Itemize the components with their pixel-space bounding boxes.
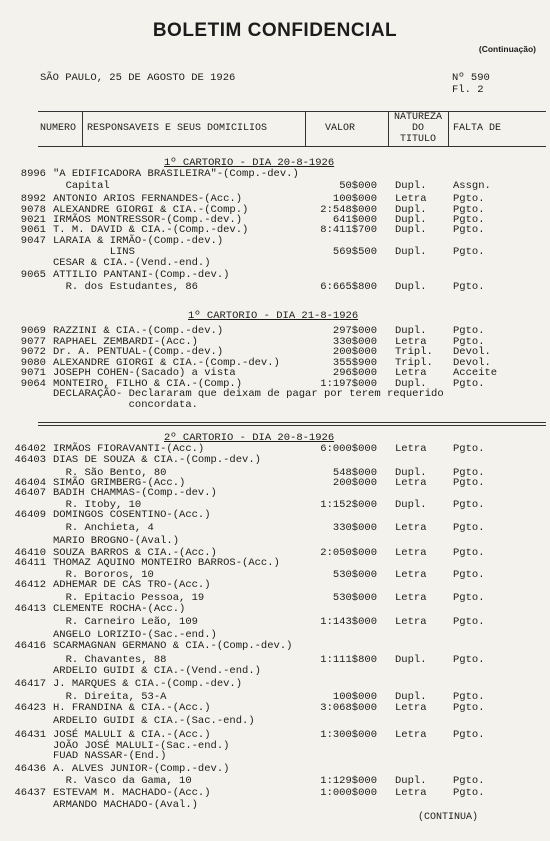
entry-desc: ARDELIO GUIDI & CIA.-(Sac.-end.) xyxy=(53,715,255,727)
entry-num: 46404 xyxy=(14,477,46,489)
entry-desc: ESTEVAM M. MACHADO-(Acc.) xyxy=(53,787,211,799)
entry-num: 9021 xyxy=(20,214,46,226)
entry-nat: Letra xyxy=(395,193,427,205)
entry-nat: Letra xyxy=(395,477,427,489)
entry-val: 3:068$000 xyxy=(320,702,377,714)
section-divider xyxy=(38,422,546,423)
entry-desc: ADHEMAR DE CAS TRO-(Acc.) xyxy=(53,579,211,591)
entry-desc: R. Chavantes, 88 xyxy=(53,654,167,666)
entry-falta: Pgto. xyxy=(453,499,485,511)
entry-num: 46431 xyxy=(14,729,46,741)
entry-falta: Pgto. xyxy=(453,204,485,216)
entry-desc: IRMÃOS MONTRESSOR-(Comp.-dev.) xyxy=(53,214,243,226)
entry-falta: Pgto. xyxy=(453,246,485,258)
entry-val: 200$000 xyxy=(332,477,377,489)
entry-nat: Dupl. xyxy=(395,246,427,258)
entry-desc: R. Anchieta, 4 xyxy=(53,522,154,534)
column-divider xyxy=(305,112,306,146)
entry-nat: Letra xyxy=(395,616,427,628)
entry-falta: Assgn. xyxy=(453,180,491,192)
table-header xyxy=(38,111,546,147)
entry-val: 355$900 xyxy=(332,357,377,369)
entry-falta: Pgto. xyxy=(453,336,485,348)
entry-val: 330$000 xyxy=(332,336,377,348)
entry-desc: R. Carneiro Leão, 109 xyxy=(53,616,198,628)
column-valor: VALOR xyxy=(325,123,356,134)
entry-nat: Dupl. xyxy=(395,775,427,787)
entry-nat: Dupl. xyxy=(395,654,427,666)
entry-falta: Pgto. xyxy=(453,547,485,559)
entry-nat: Dupl. xyxy=(395,325,427,337)
entry-desc: SOUZA BARROS & CIA.-(Acc.) xyxy=(53,547,217,559)
entry-val: 8:411$700 xyxy=(320,224,377,236)
entry-desc: DOMINGOS COSENTINO-(Acc.) xyxy=(53,509,211,521)
entry-desc: ANTONIO ARIOS FERNANDES-(Acc.) xyxy=(53,193,243,205)
entry-val: 2:548$000 xyxy=(320,204,377,216)
entry-nat: Dupl. xyxy=(395,214,427,226)
entry-desc: MONTEIRO, FILHO & CIA.-(Comp.) xyxy=(53,378,243,390)
entry-val: 1:111$800 xyxy=(320,654,377,666)
entry-nat: Dupl. xyxy=(395,691,427,703)
entry-desc: THOMAZ AQUINO MONTEIRO BARROS-(Acc.) xyxy=(53,557,280,569)
entry-val: 548$000 xyxy=(332,467,377,479)
section-heading: 2º CARTORIO - DIA 20-8-1926 xyxy=(164,432,335,444)
entry-desc: ALEXANDRE GIORGI & CIA.-(Comp.-dev.) xyxy=(53,357,280,369)
entry-desc: IRMÃOS FIORAVANTI-(Acc.) xyxy=(53,443,205,455)
entry-num: 46410 xyxy=(14,547,46,559)
entry-num: 46413 xyxy=(14,603,46,615)
entry-val: 100$000 xyxy=(332,691,377,703)
entry-nat: Letra xyxy=(395,569,427,581)
entry-val: 530$000 xyxy=(332,592,377,604)
entry-num: 9047 xyxy=(20,235,46,247)
entry-desc: MARIO BROGNO-(Aval.) xyxy=(53,535,180,547)
entry-nat: Dupl. xyxy=(395,499,427,511)
entry-desc: J. MARQUES & CIA.-(Comp.-dev.) xyxy=(53,678,243,690)
entry-falta: Acceite xyxy=(453,367,498,379)
entry-falta: Devol. xyxy=(453,346,491,358)
entry-desc: JOÃO JOSÉ MALULI-(Sac.-end.) xyxy=(53,740,230,752)
entry-falta: Pgto. xyxy=(453,214,485,226)
entry-desc: FUAD NASSAR-(End.) xyxy=(53,750,167,762)
entry-desc: RAPHAEL ZEMBARDI-(Acc.) xyxy=(53,336,198,348)
entry-nat: Dupl. xyxy=(395,281,427,293)
entry-falta: Pgto. xyxy=(453,193,485,205)
sheet-number: Fl. 2 xyxy=(452,84,484,96)
entry-val: 50$000 xyxy=(339,180,377,192)
entry-falta: Pgto. xyxy=(453,787,485,799)
entry-nat: Letra xyxy=(395,547,427,559)
entry-nat: Letra xyxy=(395,367,427,379)
entry-desc: R. Bororos, 10 xyxy=(53,569,154,581)
entry-num: 9065 xyxy=(20,269,46,281)
entry-num: 9077 xyxy=(20,336,46,348)
entry-num: 46423 xyxy=(14,702,46,714)
entry-desc: R. São Bento, 80 xyxy=(53,467,167,479)
section-heading: 1º CARTORIO - DIA 20-8-1926 xyxy=(164,157,335,169)
entry-falta: Pgto. xyxy=(453,224,485,236)
column-responsaveis: RESPONSAVEIS E SEUS DOMICILIOS xyxy=(87,123,268,134)
entry-desc: Dr. A. PENTUAL-(Comp.-dev.) xyxy=(53,346,224,358)
column-falta: FALTA DE xyxy=(453,123,502,134)
entry-desc: DIAS DE SOUZA & CIA.-(Comp.-dev.) xyxy=(53,454,261,466)
entry-num: 46402 xyxy=(14,443,46,455)
entry-desc: "A EDIFICADORA BRASILEIRA"-(Comp.-dev.) xyxy=(53,168,299,180)
entry-nat: Tripl. xyxy=(395,346,433,358)
entry-num: 9071 xyxy=(20,367,46,379)
entry-desc: SCARMAGNAN GERMANO & CIA.-(Comp.-dev.) xyxy=(53,640,293,652)
entry-falta: Pgto. xyxy=(453,477,485,489)
entry-val: 200$000 xyxy=(332,346,377,358)
entry-num: 9080 xyxy=(20,357,46,369)
entry-falta: Pgto. xyxy=(453,467,485,479)
entry-nat: Dupl. xyxy=(395,467,427,479)
entry-val: 6:665$800 xyxy=(320,281,377,293)
entry-desc: SIMÃO GRIMBERG-(Acc.) xyxy=(53,477,186,489)
entry-desc: R. dos Estudantes, 86 xyxy=(53,281,198,293)
entry-val: 569$500 xyxy=(332,246,377,258)
entry-nat: Dupl. xyxy=(395,180,427,192)
entry-falta: Pgto. xyxy=(453,592,485,604)
document-title: BOLETIM CONFIDENCIAL xyxy=(152,20,398,41)
entry-desc: ARMANDO MACHADO-(Aval.) xyxy=(53,799,198,811)
entry-num: 46403 xyxy=(14,454,46,466)
continua-label: (CONTINUA) xyxy=(418,812,479,823)
entry-nat: Letra xyxy=(395,336,427,348)
entry-desc: R. Itoby, 10 xyxy=(53,499,142,511)
entry-num: 46407 xyxy=(14,487,46,499)
entry-falta: Pgto. xyxy=(453,443,485,455)
column-divider xyxy=(82,112,83,146)
entry-num: 46411 xyxy=(14,557,46,569)
bulletin-number: Nº 590 xyxy=(452,72,490,84)
column-natureza-2: DO xyxy=(411,123,424,134)
entry-val: 1:143$000 xyxy=(320,616,377,628)
entry-desc: ARDELIO GUIDI & CIA.-(Vend.-end.) xyxy=(53,665,261,677)
place-date: SÃO PAULO, 25 DE AGOSTO DE 1926 xyxy=(40,72,236,84)
section-divider xyxy=(38,425,546,426)
entry-desc: LINS xyxy=(53,246,135,258)
entry-desc: RAZZINI & CIA.-(Comp.-dev.) xyxy=(53,325,224,337)
entry-val: 1:129$000 xyxy=(320,775,377,787)
entry-falta: Pgto. xyxy=(453,281,485,293)
entry-falta: Pgto. xyxy=(453,729,485,741)
entry-num: 9069 xyxy=(20,325,46,337)
column-natureza-3: TITULO xyxy=(399,134,436,145)
entry-nat: Tripl. xyxy=(395,357,433,369)
entry-desc: BADIH CHAMMAS-(Comp.-dev.) xyxy=(53,487,217,499)
entry-nat: Dupl. xyxy=(395,204,427,216)
entry-desc: H. FRANDINA & CIA.-(Acc.) xyxy=(53,702,211,714)
entry-desc: Capital xyxy=(53,180,110,192)
entry-desc: ALEXANDRE GIORGI & CIA.-(Comp.) xyxy=(53,204,249,216)
entry-desc: ATTILIO PANTANI-(Comp.-dev.) xyxy=(53,269,230,281)
entry-nat: Letra xyxy=(395,443,427,455)
entry-nat: Letra xyxy=(395,729,427,741)
entry-desc: concordata. xyxy=(53,399,198,411)
entry-num: 9078 xyxy=(20,204,46,216)
entry-falta: Pgto. xyxy=(453,325,485,337)
entry-desc: ANGELO LORIZIO-(Sac.-end.) xyxy=(53,629,217,641)
entry-falta: Devol. xyxy=(453,357,491,369)
column-natureza-1: NATUREZA xyxy=(393,112,442,123)
entry-num: 9064 xyxy=(20,378,46,390)
entry-nat: Letra xyxy=(395,522,427,534)
entry-falta: Pgto. xyxy=(453,569,485,581)
entry-desc: R. Direita, 53-A xyxy=(53,691,167,703)
entry-num: 46417 xyxy=(14,678,46,690)
entry-desc: CESAR & CIA.-(Vend.-end.) xyxy=(53,257,211,269)
entry-nat: Letra xyxy=(395,702,427,714)
entry-desc: R. Vasco da Gama, 10 xyxy=(53,775,192,787)
entry-num: 46412 xyxy=(14,579,46,591)
column-divider xyxy=(448,112,449,146)
entry-val: 100$000 xyxy=(332,193,377,205)
entry-desc: CLEMENTE ROCHA-(Acc.) xyxy=(53,603,186,615)
entry-num: 8992 xyxy=(20,193,46,205)
entry-val: 297$000 xyxy=(332,325,377,337)
entry-nat: Dupl. xyxy=(395,378,427,390)
entry-falta: Pgto. xyxy=(453,522,485,534)
entry-desc: JOSEPH COHEN-(Sacado) a vista xyxy=(53,367,236,379)
column-numero: NUMERO xyxy=(40,123,77,134)
entry-falta: Pgto. xyxy=(453,616,485,628)
entry-val: 330$000 xyxy=(332,522,377,534)
entry-falta: Pgto. xyxy=(453,775,485,787)
entry-desc: JOSÉ MALULI & CIA.-(Acc.) xyxy=(53,729,211,741)
entry-val: 1:000$000 xyxy=(320,787,377,799)
entry-val: 6:000$000 xyxy=(320,443,377,455)
entry-num: 46437 xyxy=(14,787,46,799)
entry-val: 2:050$000 xyxy=(320,547,377,559)
entry-desc: T. M. DAVID & CIA.-(Comp.-dev.) xyxy=(53,224,249,236)
entry-desc: LARAIA & IRMÃO-(Comp.-dev.) xyxy=(53,235,224,247)
entry-desc: A. ALVES JUNIOR-(Comp.-dev.) xyxy=(53,763,230,775)
entry-nat: Letra xyxy=(395,592,427,604)
entry-num: 9061 xyxy=(20,224,46,236)
entry-num: 9072 xyxy=(20,346,46,358)
entry-nat: Letra xyxy=(395,787,427,799)
entry-falta: Pgto. xyxy=(453,378,485,390)
entry-falta: Pgto. xyxy=(453,702,485,714)
entry-val: 1:152$000 xyxy=(320,499,377,511)
entry-val: 296$000 xyxy=(332,367,377,379)
entry-nat: Dupl. xyxy=(395,224,427,236)
entry-val: 1:197$000 xyxy=(320,378,377,390)
entry-val: 530$000 xyxy=(332,569,377,581)
entry-val: 641$000 xyxy=(332,214,377,226)
entry-num: 46409 xyxy=(14,509,46,521)
section-heading: 1º CARTORIO - DIA 21-8-1926 xyxy=(188,310,359,322)
entry-desc: R. Epitacio Pessoa, 19 xyxy=(53,592,205,604)
continuation-label: (Continuação) xyxy=(478,44,536,54)
entry-num: 46416 xyxy=(14,640,46,652)
entry-num: 8996 xyxy=(20,168,46,180)
entry-desc: DECLARAÇÃO- Declararam que deixam de pagar por terem requerido xyxy=(53,388,444,400)
entry-falta: Pgto. xyxy=(453,654,485,666)
entry-val: 1:300$000 xyxy=(320,729,377,741)
entry-falta: Pgto. xyxy=(453,691,485,703)
entry-num: 46436 xyxy=(14,763,46,775)
